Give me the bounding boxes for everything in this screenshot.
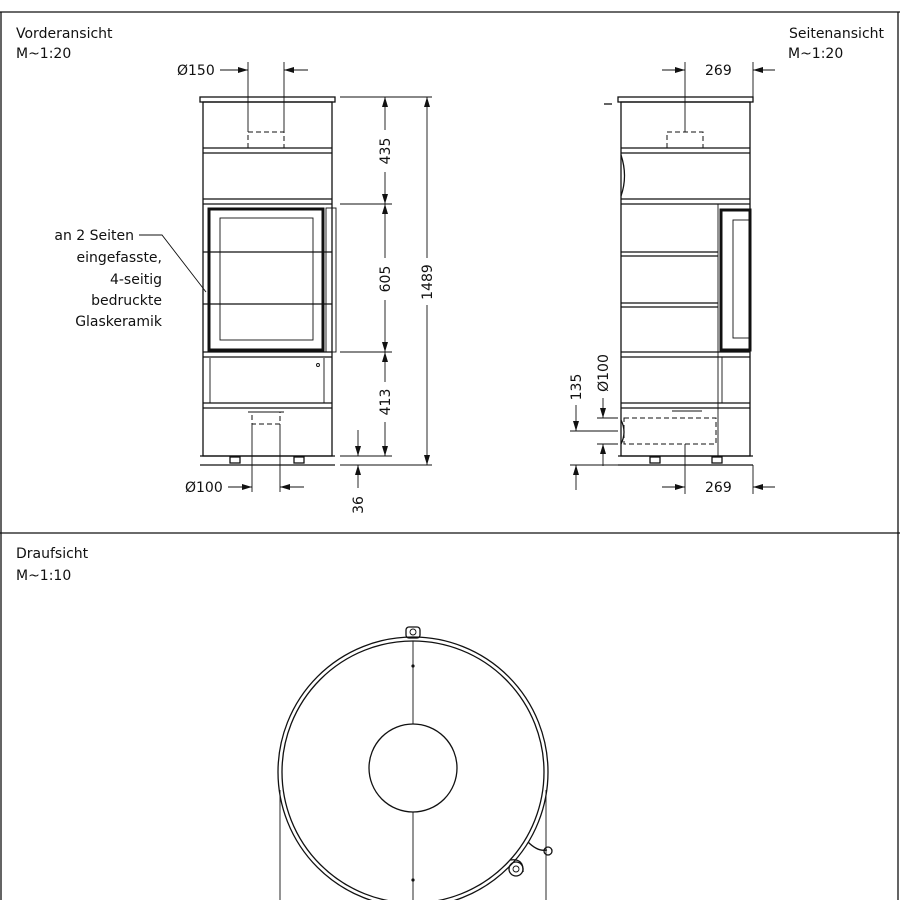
dim-front-top-diameter: Ø150 <box>177 63 215 79</box>
front-view-scale: M~1:20 <box>16 46 72 62</box>
dim-height-top: 435 <box>378 137 394 165</box>
dim-side-top-offset: 269 <box>705 63 732 79</box>
glass-annotation <box>54 228 206 330</box>
side-dimensions <box>570 62 775 494</box>
annotation-line-5: Glaskeramik <box>75 314 162 330</box>
top-view-title: Draufsicht <box>16 546 89 562</box>
dim-height-total: 1489 <box>420 264 436 300</box>
flue-outlet-circle <box>369 724 457 812</box>
side-view-stove <box>604 97 753 465</box>
annotation-line-1: an 2 Seiten <box>54 228 134 244</box>
dim-height-bottom: 413 <box>378 388 394 416</box>
side-view-title: Seitenansicht <box>788 26 884 42</box>
drawing-frame <box>0 12 900 900</box>
annotation-line-3: 4-seitig <box>109 272 162 288</box>
dim-height-door: 605 <box>378 265 394 293</box>
front-door-glass <box>209 209 323 350</box>
dim-side-135: 135 <box>569 373 585 401</box>
annotation-line-4: bedruckte <box>91 293 162 309</box>
dim-side-diameter: Ø100 <box>596 354 612 392</box>
top-view-scale: M~1:10 <box>16 568 72 584</box>
front-view-title: Vorderansicht <box>16 26 113 42</box>
front-view-stove <box>200 97 336 465</box>
annotation-line-2: eingefasste, <box>76 250 162 266</box>
side-view-scale: M~1:20 <box>788 46 844 62</box>
top-view-stove <box>278 627 552 900</box>
side-door-glass <box>721 210 750 350</box>
dim-front-bottom-diameter: Ø100 <box>185 480 223 496</box>
dim-side-bottom-offset: 269 <box>705 480 732 496</box>
dim-height-feet: 36 <box>351 496 367 514</box>
